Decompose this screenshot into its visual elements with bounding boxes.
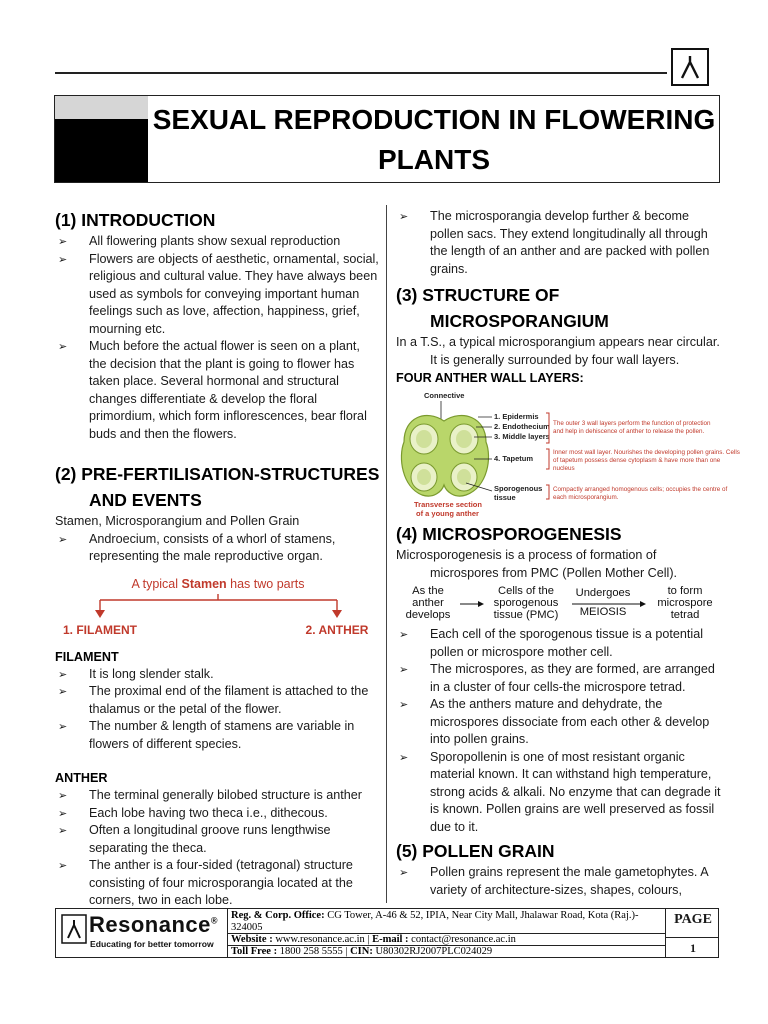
svg-text:Transverse section: Transverse section	[414, 500, 482, 509]
list-item: ➢ It is long slender stalk.	[55, 666, 380, 684]
anther-label: 2. ANTHER	[305, 622, 369, 637]
svg-text:As the: As the	[412, 585, 444, 597]
svg-text:each microsporangium.: each microsporangium.	[553, 494, 619, 501]
footer-divider	[665, 908, 666, 958]
section-heading-pollen-grain: (5) POLLEN GRAIN	[396, 841, 555, 861]
intro-list	[55, 233, 380, 443]
androecium-list	[55, 531, 380, 566]
svg-text:Compactly arranged homogenous: Compactly arranged homogenous cells; occupies the centre of	[553, 486, 728, 493]
svg-text:tissue (PMC): tissue (PMC)	[493, 609, 559, 621]
svg-text:anther: anther	[412, 597, 444, 609]
contact-line: Website : www.resonance.ac.in | E-mail : contact@resonance.ac.in	[231, 934, 516, 945]
list-item: ➢ As the anthers mature and dehydrate, the microspores dissociate from each other & develop into pollen grains.	[396, 696, 721, 749]
section-heading-pre-fertilisation-line2: AND EVENTS	[89, 490, 202, 510]
list-item: ➢ Much before the actual flower is seen on a plant, the decision that the plant is going to flower has taken place. Several hormonal and structural changes differentiate & develop the floral primordium, which form inflorescences, bear floral buds and then the flowers.	[55, 338, 380, 443]
svg-text:Sporogenous: Sporogenous	[494, 484, 543, 493]
svg-text:tissue: tissue	[494, 493, 516, 502]
list-item: ➢ The number & length of stamens are variable in flowers of different species.	[55, 718, 380, 753]
stamen-diagram	[55, 572, 380, 644]
section-heading-pre-fertilisation: (2) PRE-FERTILISATION-STRUCTURES	[55, 464, 380, 484]
office-address: Reg. & Corp. Office: CG Tower, A-46 & 52, IPIA, Near City Mall, Jhalawar Road, Kota (Raj.)- 324005	[231, 910, 639, 933]
filament-label: 1. FILAMENT	[63, 622, 137, 637]
wall-layers-heading: FOUR ANTHER WALL LAYERS:	[396, 371, 584, 385]
filament-heading: FILAMENT	[55, 649, 119, 664]
footer-row-divider	[665, 937, 719, 938]
svg-text:nucleus: nucleus	[553, 465, 575, 472]
brand-name: Resonance	[89, 912, 211, 937]
svg-text:and help in dehiscence of anth: and help in dehiscence of anther to release the pollen.	[553, 428, 705, 435]
svg-text:3. Middle layers: 3. Middle layers	[494, 432, 550, 441]
list-item: ➢ All flowering plants show sexual reproduction	[55, 233, 380, 251]
page-title: SEXUAL REPRODUCTION IN FLOWERING PLANTS	[152, 104, 716, 175]
list-item: ➢ The terminal generally bilobed structure is anther	[55, 787, 380, 805]
page-number: 1	[690, 941, 696, 955]
section-heading-structure-line2: MICROSPORANGIUM	[430, 311, 609, 331]
svg-text:1. Epidermis: 1. Epidermis	[494, 412, 539, 421]
list-item: ➢ The microsporangia develop further & become pollen sacs. They extend longitudinally all through the length of an anther and are packed with pollen grains.	[396, 208, 721, 278]
list-item: ➢ The proximal end of the filament is attached to the thalamus or the petal of the flower.	[55, 683, 380, 718]
svg-text:sporogenous: sporogenous	[493, 597, 559, 609]
website-link[interactable]: www.resonance.ac.in |	[272, 934, 373, 945]
microsporogenesis-list	[396, 626, 721, 836]
stamen-caption: A typical Stamen has two parts	[131, 576, 305, 591]
anther-heading: ANTHER	[55, 771, 108, 785]
anther-list	[55, 787, 380, 910]
svg-text:4. Tapetum: 4. Tapetum	[494, 454, 534, 463]
list-item: ➢ Androecium, consists of a whorl of stamens, representing the male reproductive organ.	[55, 531, 380, 566]
anther-wall-diagram	[396, 387, 740, 519]
page-label: PAGE	[674, 912, 712, 927]
svg-text:of tapetum possess dense cytop: of tapetum possess dense cytoplasm & have more than one	[553, 457, 721, 464]
svg-text:develops: develops	[405, 609, 451, 621]
list-item: ➢ The anther is a four-sided (tetragonal) structure consisting of four microsporangia located at the corners, two in each lobe.	[55, 857, 380, 910]
list-item: ➢ Each cell of the sporogenous tissue is a potential pollen or microspore mother cell.	[396, 626, 721, 661]
svg-text:The outer 3 wall layers perfor: The outer 3 wall layers perform the function of protection	[553, 420, 711, 427]
tollfree-line: Toll Free : 1800 258 5555 | CIN: U80302RJ2007PLC024029	[231, 946, 493, 957]
svg-text:Undergoes: Undergoes	[575, 587, 631, 599]
svg-text:Cells of the: Cells of the	[498, 585, 554, 597]
svg-text:tetrad: tetrad	[670, 609, 700, 621]
column-divider	[386, 205, 387, 903]
microsporangia-list	[396, 208, 721, 278]
resonance-logo-icon	[61, 914, 87, 944]
svg-text:MEIOSIS: MEIOSIS	[579, 606, 627, 618]
footer-logo: Resonance® Educating for better tomorrow	[57, 910, 227, 956]
list-item: ➢ Pollen grains represent the male gametophytes. A variety of architecture-sizes, shapes, colours,	[396, 864, 721, 899]
svg-text:Inner most wall layer. Nourish: Inner most wall layer. Nourishes the developing pollen grains. Cells	[553, 449, 740, 456]
svg-text:of a young anther: of a young anther	[416, 509, 479, 518]
filament-list	[55, 666, 380, 754]
section-heading-microsporogenesis: (4) MICROSPOROGENESIS	[396, 524, 622, 544]
svg-text:Connective: Connective	[424, 391, 465, 400]
brand-tagline: Educating for better tomorrow	[90, 939, 214, 949]
svg-text:microspore: microspore	[657, 597, 713, 609]
title-accent-black	[55, 119, 148, 182]
list-item: ➢ Each lobe having two theca i.e., dithecous.	[55, 805, 380, 823]
section-heading-structure: (3) STRUCTURE OF	[396, 285, 560, 305]
anther-section-icon	[401, 416, 488, 497]
email-link[interactable]: contact@resonance.ac.in	[408, 934, 516, 945]
list-item: ➢ Sporopollenin is one of most resistant organic material known. It can withstand high temperature, strong acids & alkali. No enzyme that can degrade it is known. Pollen grains are well preserved as fossil due to it.	[396, 749, 721, 837]
title-accent-gray	[55, 96, 148, 119]
list-item: ➢ The microspores, as they are formed, are arranged in a cluster of four cells-the microspore tetrad.	[396, 661, 721, 696]
microsporogenesis-flow-diagram	[396, 582, 721, 626]
left-column	[55, 207, 380, 910]
svg-text:to form: to form	[667, 585, 703, 597]
structure-paragraph: In a T.S., a typical microsporangium appears near circular. It is generally surrounded by four wall layers.	[396, 335, 720, 367]
section-heading-introduction: (1) INTRODUCTION	[55, 210, 216, 230]
section-intro: Stamen, Microsporangium and Pollen Grain	[55, 514, 300, 528]
list-item: ➢ Often a longitudinal groove runs lengthwise separating the theca.	[55, 822, 380, 857]
header-rule	[55, 72, 667, 74]
resonance-logo-icon	[670, 47, 710, 87]
svg-text:2. Endothecium: 2. Endothecium	[494, 422, 550, 431]
right-column	[396, 208, 740, 899]
list-item: ➢ Flowers are objects of aesthetic, ornamental, social, religious and cultural value. They have always been used as symbols for conveying important human feelings such as love, affection, happiness, grief, mourning etc.	[55, 251, 380, 339]
pollen-list	[396, 864, 721, 899]
microsporogenesis-paragraph: Microsporogenesis is a process of formation of microspores from PMC (Pollen Mother Cell).	[396, 548, 678, 580]
